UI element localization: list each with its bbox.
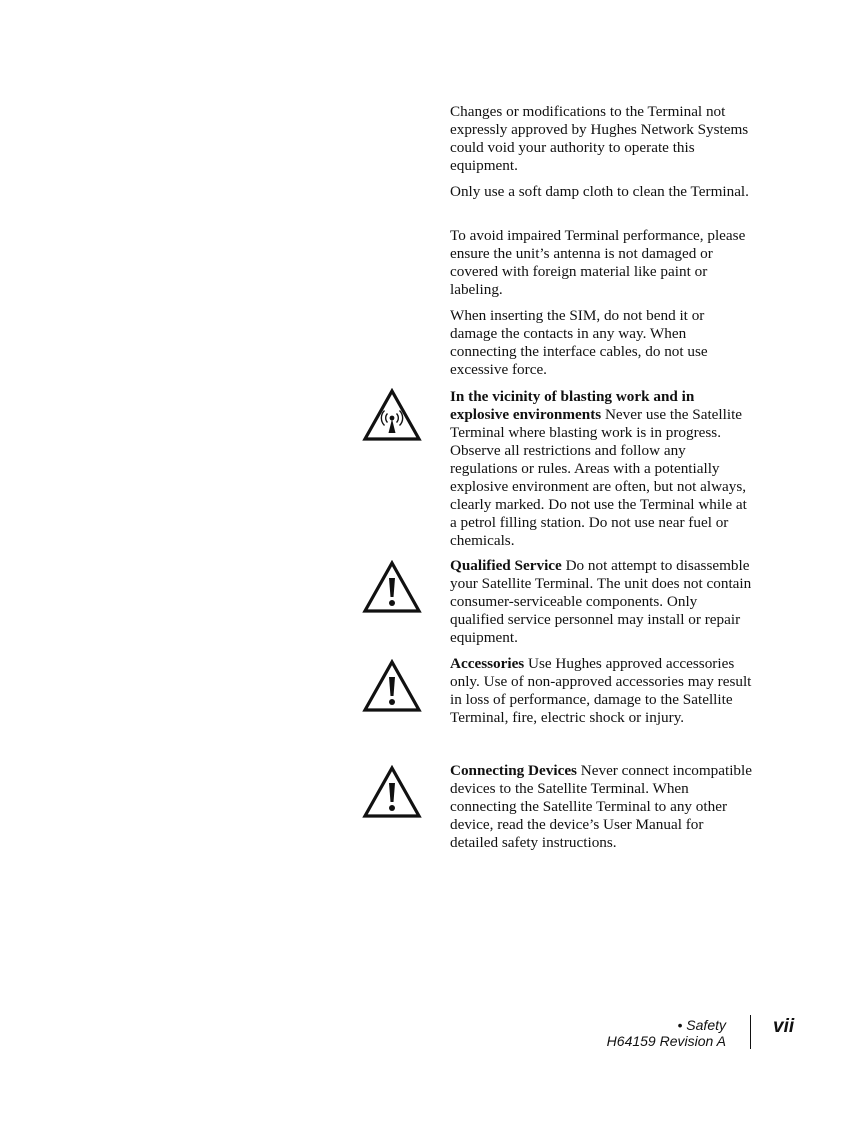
warning-blasting-title: In the vicinity of blasting work and in explosive environments xyxy=(450,388,695,423)
warning-blasting xyxy=(450,388,755,550)
warning-accessories xyxy=(450,655,755,727)
warning-accessories-title: Accessories xyxy=(450,655,525,672)
warning-exclamation-icon xyxy=(362,659,422,713)
warning-blasting-body: Never use the Satellite Terminal where blasting work is in progress. Observe all restrictions and follow any regulations or rules. Areas with a potentially explosive environment are often, but not always, clearly marked. Do not use the Terminal while at a petrol filling station. Do not use near fuel or chemicals. xyxy=(450,406,747,549)
warning-connecting-devices xyxy=(450,762,755,852)
paragraph-sim: When inserting the SIM, do not bend it or damage the contacts in any way. When connecting the interface cables, do not use excessive force. xyxy=(450,307,708,378)
footer-divider xyxy=(750,1015,751,1049)
warning-connecting-devices-body: Never connect incompatible devices to the Satellite Terminal. When connecting the Satellite Terminal to any other device, read the device’s User Manual for detailed safety instructions. xyxy=(450,762,752,851)
paragraph-cleaning: Only use a soft damp cloth to clean the Terminal. xyxy=(450,183,749,200)
page-number: vii xyxy=(773,1016,795,1037)
warning-connecting-devices-title: Connecting Devices xyxy=(450,762,577,779)
radio-warning-icon xyxy=(362,388,422,442)
warning-qualified-service-body: Do not attempt to disassemble your Satellite Terminal. The unit does not contain consumer-serviceable components. Only qualified service personnel may install or repair equipment. xyxy=(450,557,752,646)
warning-accessories-body: Use Hughes approved accessories only. Use of non-approved accessories may result in loss of performance, damage to the Satellite Terminal, fire, electric shock or injury. xyxy=(450,655,752,726)
footer-doc-id: H64159 Revision A xyxy=(606,1033,726,1049)
warning-exclamation-icon xyxy=(362,765,422,819)
warning-qualified-service-title: Qualified Service xyxy=(450,557,562,574)
footer-section: • Safety xyxy=(677,1017,726,1033)
warning-qualified-service xyxy=(450,557,755,647)
paragraph-modifications: Changes or modifications to the Terminal not expressly approved by Hughes Network Systems could void your authority to operate this equipment. xyxy=(450,103,749,174)
paragraph-antenna: To avoid impaired Terminal performance, please ensure the unit’s antenna is not damaged or covered with foreign material like paint or labeling. xyxy=(450,227,746,298)
warning-exclamation-icon xyxy=(362,560,422,614)
